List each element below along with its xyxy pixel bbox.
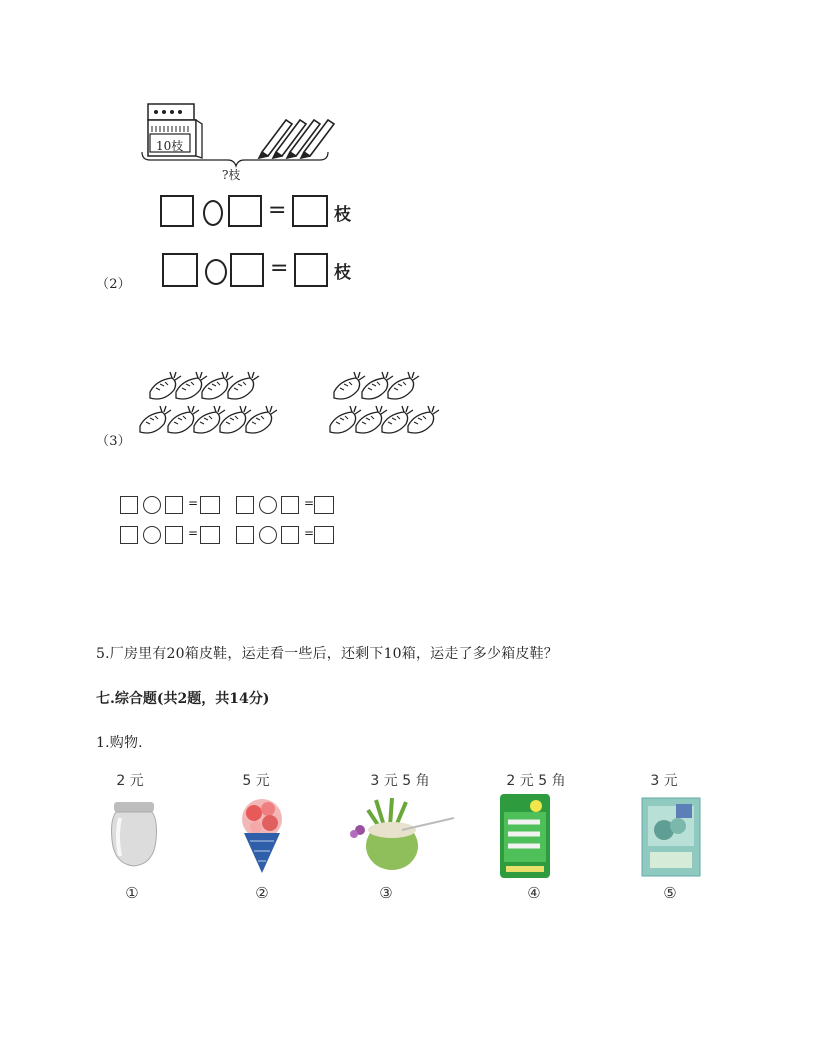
answer-box[interactable] bbox=[228, 195, 262, 227]
answer-box[interactable] bbox=[120, 496, 138, 514]
item-index-1: ① bbox=[125, 884, 139, 902]
section-7-title: 七.综合题(共2题，共14分) bbox=[96, 691, 270, 707]
answer-box[interactable] bbox=[292, 195, 328, 227]
coconut-drink-icon[interactable] bbox=[346, 796, 456, 876]
answer-box[interactable] bbox=[200, 526, 220, 544]
operator-circle[interactable] bbox=[143, 496, 161, 514]
equals-sign: = bbox=[304, 526, 315, 540]
carrot-group-left bbox=[140, 372, 277, 433]
answer-box[interactable] bbox=[236, 496, 254, 514]
answer-box[interactable] bbox=[281, 526, 299, 544]
equals-sign: = bbox=[270, 256, 289, 281]
operator-oval[interactable] bbox=[205, 259, 227, 285]
unit-label: 枝 bbox=[334, 205, 351, 225]
answer-box[interactable] bbox=[165, 496, 183, 514]
four-pencils-icon bbox=[259, 120, 334, 158]
question-5-text: 5.厂房里有20箱皮鞋，运走看一些后，还剩下10箱，运走了多少箱皮鞋？ bbox=[96, 646, 558, 662]
answer-box[interactable] bbox=[200, 496, 220, 514]
equals-sign: = bbox=[268, 198, 287, 223]
answer-box[interactable] bbox=[165, 526, 183, 544]
operator-circle[interactable] bbox=[259, 526, 277, 544]
yogurt-jar-icon[interactable] bbox=[108, 800, 160, 868]
item-price-3: 3 元 5 角 bbox=[370, 773, 430, 789]
operator-circle[interactable] bbox=[259, 496, 277, 514]
item-index-5: ⑤ bbox=[663, 884, 677, 902]
item-index-3: ③ bbox=[379, 884, 393, 902]
operator-circle[interactable] bbox=[143, 526, 161, 544]
answer-box[interactable] bbox=[236, 526, 254, 544]
problem-index-3: （3） bbox=[96, 434, 131, 449]
equals-sign: = bbox=[304, 496, 315, 510]
answer-box[interactable] bbox=[160, 195, 194, 227]
question-1-text: 1.购物. bbox=[96, 735, 143, 751]
carrots-illustration bbox=[130, 368, 450, 444]
carrot-group-right bbox=[330, 372, 439, 433]
answer-box[interactable] bbox=[162, 253, 198, 287]
equals-sign: = bbox=[188, 496, 199, 510]
item-index-2: ② bbox=[255, 884, 269, 902]
item-price-2: 5 元 bbox=[242, 773, 270, 789]
item-price-4: 2 元 5 角 bbox=[506, 773, 566, 789]
answer-box[interactable] bbox=[294, 253, 328, 287]
operator-oval[interactable] bbox=[203, 200, 223, 226]
answer-box[interactable] bbox=[120, 526, 138, 544]
answer-box[interactable] bbox=[314, 526, 334, 544]
answer-box[interactable] bbox=[281, 496, 299, 514]
total-label: ?枝 bbox=[222, 168, 241, 182]
problem-index-2: （2） bbox=[96, 277, 131, 292]
item-index-4: ④ bbox=[527, 884, 541, 902]
ice-cream-cone-icon[interactable] bbox=[234, 795, 290, 875]
item-price-5: 3 元 bbox=[650, 773, 678, 789]
equals-sign: = bbox=[188, 526, 199, 540]
pencil-box-label: 10枝 bbox=[156, 139, 184, 153]
juice-box-icon[interactable] bbox=[640, 796, 702, 878]
item-price-1: 2 元 bbox=[116, 773, 144, 789]
answer-box[interactable] bbox=[230, 253, 264, 287]
unit-label: 枝 bbox=[334, 263, 351, 283]
answer-box[interactable] bbox=[314, 496, 334, 514]
soda-can-icon[interactable] bbox=[496, 792, 554, 880]
